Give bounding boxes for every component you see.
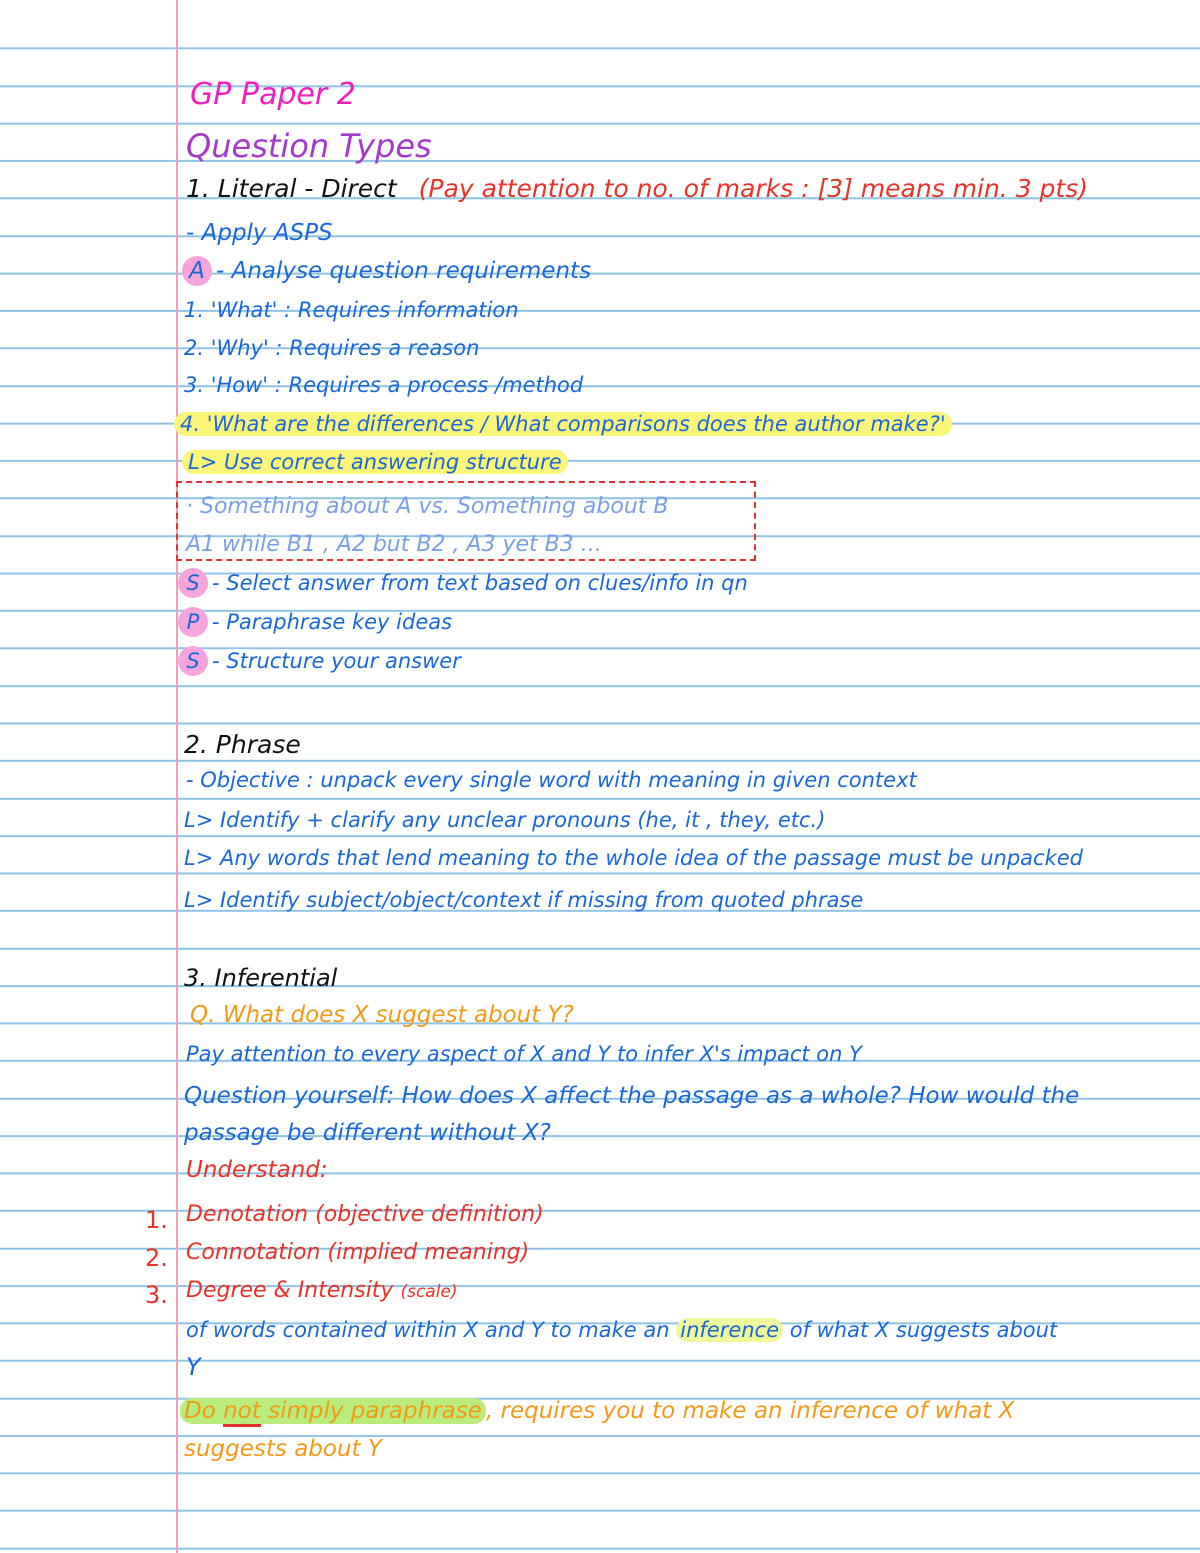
letter-a-circle: A <box>182 256 212 286</box>
number-3: 3. <box>145 1281 168 1309</box>
section-2-heading: 2. Phrase <box>184 730 301 759</box>
simply-paraphrase-text: simply paraphrase <box>268 1398 482 1424</box>
pay-attention-tip: Pay attention to every aspect of X and Y to infer X's impact on Y <box>186 1042 862 1066</box>
asps-p-row <box>178 607 452 637</box>
of-words-end: of what X suggests about <box>789 1318 1058 1342</box>
scale-text: (scale) <box>400 1282 458 1302</box>
marks-note: (Pay attention to no. of marks : [3] means min. 3 pts) <box>418 174 1089 203</box>
y-line: Y <box>186 1353 201 1381</box>
letter-s-circle: S <box>178 568 208 598</box>
letter-s2-circle: S <box>178 646 208 676</box>
do-not-paraphrase-line <box>180 1400 1014 1423</box>
inferential-question: Q. What does X suggest about Y? <box>190 1002 574 1028</box>
letter-p-circle: P <box>178 607 208 637</box>
of-words-line <box>186 1320 1057 1341</box>
connotation-item: Connotation (implied meaning) <box>186 1240 530 1265</box>
page-subtitle: Question Types <box>186 127 432 165</box>
section-1-line <box>186 176 1088 201</box>
asps-a-row <box>182 256 591 286</box>
section-1-heading: 1. Literal - Direct <box>186 174 397 203</box>
inference-highlight: inference <box>676 1318 783 1342</box>
number-1: 1. <box>145 1206 168 1234</box>
margin-line <box>176 0 178 1553</box>
what-requirement: 1. 'What' : Requires information <box>184 298 519 322</box>
question-yourself-2: passage be different without X? <box>184 1120 551 1146</box>
select-text: - Select answer from text based on clues/info in qn <box>212 571 748 595</box>
denotation-item: Denotation (objective definition) <box>186 1202 544 1227</box>
why-requirement: 2. 'Why' : Requires a reason <box>184 336 480 360</box>
do-not-highlight <box>180 1398 486 1424</box>
number-2: 2. <box>145 1244 168 1272</box>
how-requirement: 3. 'How' : Requires a process /method <box>184 373 584 397</box>
suggests-line: suggests about Y <box>184 1436 382 1462</box>
structure-highlight: L> Use correct answering structure <box>182 450 568 474</box>
apply-asps: - Apply ASPS <box>186 220 333 246</box>
asps-s-row <box>178 568 748 598</box>
phrase-objective: - Objective : unpack every single word with meaning in given context <box>186 768 917 792</box>
context-tip: L> Identify subject/object/context if missing from quoted phrase <box>184 888 864 912</box>
degree-text: Degree & Intensity <box>186 1278 394 1303</box>
pronouns-tip: L> Identify + clarify any unclear pronouns (he, it , they, etc.) <box>184 808 826 832</box>
not-word: not <box>223 1398 261 1427</box>
do-word: Do <box>184 1398 216 1424</box>
unpack-tip: L> Any words that lend meaning to the whole idea of the passage must be unpacked <box>184 846 1083 870</box>
box-line-1: · Something about A vs. Something about B <box>186 494 669 519</box>
page-title: GP Paper 2 <box>190 77 356 112</box>
question-yourself-1: Question yourself: How does X affect the passage as a whole? How would the <box>184 1083 1080 1109</box>
analyse-text: - Analyse question requirements <box>216 258 592 284</box>
degree-item <box>186 1280 458 1302</box>
differences-requirement <box>174 414 952 435</box>
asps-s2-row <box>178 646 461 676</box>
box-line-2: A1 while B1 , A2 but B2 , A3 yet B3 ... <box>186 532 602 557</box>
requires-inference-text: , requires you to make an inference of what X <box>485 1398 1015 1424</box>
differences-highlight: 4. 'What are the differences / What comparisons does the author make?' <box>174 412 952 436</box>
paraphrase-text: - Paraphrase key ideas <box>212 610 453 634</box>
section-3-heading: 3. Inferential <box>184 964 338 992</box>
understand-label: Understand: <box>186 1157 328 1183</box>
of-words-start: of words contained within X and Y to make an <box>186 1318 670 1342</box>
answering-structure <box>182 452 568 473</box>
structure-answer-text: - Structure your answer <box>212 649 461 673</box>
